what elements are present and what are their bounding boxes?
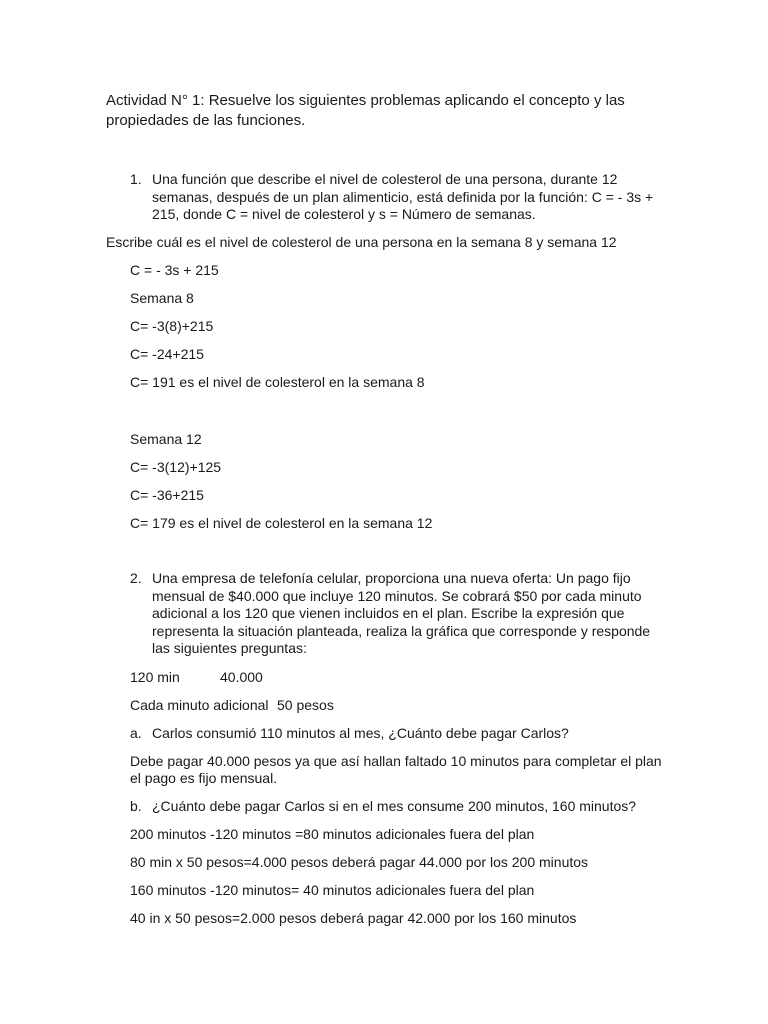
- problem-1-line: Una función que describe el nivel de colesterol de una persona, durante 12: [152, 171, 618, 187]
- problem-1-formula: C = - 3s + 215: [130, 262, 219, 278]
- problem-1-line: semanas, después de un plan alimenticio, está definida por la función: C = - 3s +: [152, 188, 654, 205]
- question-b-answer: 80 min x 50 pesos=4.000 pesos deberá pagar 44.000 por los 200 minutos: [130, 854, 589, 870]
- week-12-step: C= -36+215: [130, 487, 204, 503]
- problem-2-line: las siguientes preguntas:: [152, 640, 307, 656]
- week-8-step: C= -24+215: [130, 346, 204, 362]
- plan-price: 40.000: [220, 669, 263, 685]
- question-b-marker: b.: [130, 798, 142, 814]
- activity-title: [106, 91, 666, 131]
- extra-minute-label: Cada minuto adicional: [130, 697, 269, 713]
- problem-2-line: adicional a los 120 que vienen incluidos en el plan. Escribe la expresión que: [152, 605, 625, 621]
- problem-1-number: 1.: [130, 171, 142, 187]
- question-a-answer: [130, 753, 662, 787]
- problem-2-line: mensual de $40.000 que incluye 120 minutos. Se cobrará $50 por cada minuto: [152, 587, 642, 604]
- question-b-answer: 40 in x 50 pesos=2.000 pesos deberá pagar 42.000 por los 160 minutos: [130, 910, 577, 926]
- plan-minutes: 120 min: [130, 669, 180, 685]
- question-b-text: ¿Cuánto debe pagar Carlos si en el mes consume 200 minutos, 160 minutos?: [152, 798, 637, 814]
- question-b-answer: 200 minutos -120 minutos =80 minutos adicionales fuera del plan: [130, 826, 535, 842]
- problem-2-line: Una empresa de telefonía celular, proporciona una nueva oferta: Un pago fijo: [152, 570, 631, 586]
- problem-1-question: Escribe cuál es el nivel de colesterol de una persona en la semana 8 y semana 12: [106, 234, 617, 250]
- week-12-label: Semana 12: [130, 431, 202, 447]
- activity-title-line: Actividad N° 1: Resuelve los siguientes problemas aplicando el concepto y las: [106, 92, 625, 109]
- problem-2-line: representa la situación planteada, realiza la gráfica que corresponde y responde: [152, 622, 651, 639]
- week-12-step: C= -3(12)+125: [130, 459, 222, 475]
- week-12-result: C= 179 es el nivel de colesterol en la semana 12: [130, 515, 433, 531]
- activity-title-line: propiedades de las funciones.: [106, 112, 306, 129]
- problem-2-statement: [152, 570, 650, 658]
- week-8-result: C= 191 es el nivel de colesterol en la semana 8: [130, 374, 425, 390]
- week-8-step: C= -3(8)+215: [130, 318, 214, 334]
- answer-line: Debe pagar 40.000 pesos ya que así hallan faltado 10 minutos para completar el plan: [130, 753, 662, 769]
- problem-1-statement: [152, 171, 653, 224]
- problem-2-number: 2.: [130, 570, 142, 586]
- week-8-label: Semana 8: [130, 290, 194, 306]
- question-a-marker: a.: [130, 725, 142, 741]
- answer-line: el pago es fijo mensual.: [130, 770, 278, 786]
- problem-1-line: 215, donde C = nivel de colesterol y s = Número de semanas.: [152, 206, 536, 222]
- question-b-answer: 160 minutos -120 minutos= 40 minutos adicionales fuera del plan: [130, 882, 535, 898]
- question-a-text: Carlos consumió 110 minutos al mes, ¿Cuánto debe pagar Carlos?: [152, 725, 569, 741]
- extra-minute-price: 50 pesos: [277, 697, 334, 713]
